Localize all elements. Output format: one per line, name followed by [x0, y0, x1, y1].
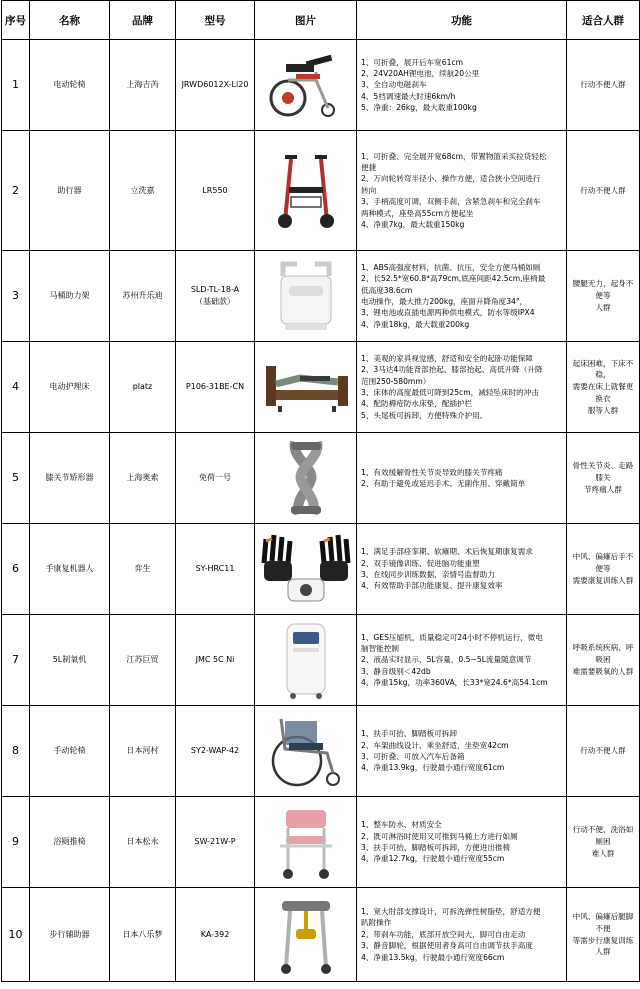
electric-wheelchair-icon: [255, 50, 356, 120]
cell-function: [357, 251, 567, 342]
cell-function: [357, 797, 567, 888]
cell-name: 电动护理床: [30, 342, 110, 433]
cell-function: [357, 706, 567, 797]
function-line: 3、全自动电磁刹车: [361, 80, 427, 90]
cell-image: [255, 131, 357, 251]
cell-seq: 3: [2, 251, 30, 342]
function-line: 5、头尾板可拆卸，方便特殊介护用。: [361, 410, 488, 420]
table-row: [2, 251, 640, 342]
function-line: 1、可折叠、完全展开宽68cm，带置物篮采买拉货轻松: [361, 151, 547, 161]
table-row: [2, 131, 640, 251]
cell-target-group: [567, 40, 640, 131]
target-line: 等需步行康复训练人群: [572, 935, 634, 957]
model-line: KA-392: [200, 929, 230, 939]
function-line: 3、静音脚轮，根据使用者身高可自由调节扶手高度: [361, 941, 533, 951]
cell-name: 5L制氧机: [30, 615, 110, 706]
cell-brand: 苏州升乐迪: [110, 251, 176, 342]
cell-brand: 日本松永: [110, 797, 176, 888]
table-row: [2, 342, 640, 433]
table-row: [2, 888, 640, 982]
header-image: 图片: [255, 1, 357, 40]
function-line: 5、净重：26kg，最大载重100kg: [361, 103, 477, 113]
function-line: 电动操作，最大推力200kg，座面升降角度34°，: [361, 297, 528, 306]
cell-function: [357, 40, 567, 131]
function-line: 3、扶手可抬、脚踏板可拆卸，方便进出推椅: [361, 843, 511, 852]
cell-image: [255, 433, 357, 524]
toilet-lift-seat-icon: [255, 256, 356, 336]
target-line: 需要在床上就餐更换衣: [572, 382, 634, 403]
target-line: 骨性关节炎、走路膝关: [572, 461, 634, 483]
cell-seq: 10: [2, 888, 30, 982]
rollator-walker-icon: [255, 151, 356, 231]
model-line: SW-21W-P: [194, 837, 236, 847]
function-line: 2、车架曲线设计、乘坐舒适，坐垫宽42cm: [361, 740, 509, 750]
cell-target-group: [567, 706, 640, 797]
header-model: 型号: [176, 1, 255, 40]
cell-brand: 上海奥索: [110, 433, 176, 524]
cell-function: [357, 433, 567, 524]
target-line: 需要康复训练人群: [572, 575, 634, 585]
cell-seq: 8: [2, 706, 30, 797]
function-line: 转向: [361, 185, 377, 195]
function-line: 4、净重12.7kg，行驶最小通行宽度55cm: [361, 854, 505, 864]
function-line: 2、既可淋浴时使用又可推到马桶上方进行如厕: [361, 831, 518, 841]
cell-brand: 弈生: [110, 524, 176, 615]
function-line: 4、净重18kg，最大载重200kg: [361, 319, 470, 329]
function-line: 两种模式，座垫高55cm方便起坐: [361, 208, 474, 218]
model-line: JRWD6012X-Li20: [181, 80, 249, 90]
shower-commode-chair-icon: [255, 802, 356, 882]
cell-target-group: [567, 342, 640, 433]
cell-model: [176, 342, 255, 433]
cell-model: [176, 797, 255, 888]
walking-aid-icon: [255, 893, 356, 977]
cell-brand: platz: [110, 342, 176, 433]
header-brand: 品牌: [110, 1, 176, 40]
manual-wheelchair-icon: [255, 713, 356, 789]
function-line: 2、3马达4功能背部抬起、膝部抬起、高低升降（升降: [361, 365, 543, 375]
function-line: 1、整车防水、材质安全: [361, 820, 442, 830]
header-target-group: 适合人群: [567, 1, 640, 40]
cell-target-group: [567, 433, 640, 524]
cell-function: [357, 524, 567, 615]
function-line: 2、长52.5*宽60.8*高79cm,底座间距42.5cm,座椅最: [361, 274, 546, 284]
target-line: 腰腿无力，起身不便等: [572, 279, 634, 301]
target-line: 中风、偏瘫后腿脚不便: [572, 911, 634, 933]
model-line: （基础款）: [195, 297, 235, 306]
function-line: 便捷: [361, 163, 377, 173]
function-line: 3、可折叠、可放入汽车后备箱: [361, 752, 465, 761]
cell-target-group: [567, 797, 640, 888]
cell-image: [255, 615, 357, 706]
cell-target-group: [567, 251, 640, 342]
target-line: 行动不便人群: [580, 746, 626, 756]
cell-seq: 7: [2, 615, 30, 706]
target-line: 人群: [595, 302, 611, 312]
function-line: 4、有效帮助手部功能康复、提升康复效率: [361, 581, 503, 591]
function-line: 1、满足手部痉挛期、软瘫期、术后恢复期康复需求: [361, 547, 533, 557]
cell-seq: 4: [2, 342, 30, 433]
cell-name: 马桶助力架: [30, 251, 110, 342]
oxygen-concentrator-icon: [255, 620, 356, 700]
cell-brand: 日本河村: [110, 706, 176, 797]
cell-target-group: [567, 615, 640, 706]
header-seq: 序号: [2, 1, 30, 40]
table-row: [2, 706, 640, 797]
function-line: 2、液晶实时显示，5L容量，0.5~5L流量随意调节: [361, 655, 532, 665]
cell-target-group: [567, 131, 640, 251]
cell-model: [176, 524, 255, 615]
cell-name: 手动轮椅: [30, 706, 110, 797]
function-line: 3、静音级别＜42db: [361, 666, 431, 676]
cell-target-group: [567, 524, 640, 615]
function-line: 1、扶手可抬、脚踏板可拆卸: [361, 729, 457, 739]
table-row: [2, 797, 640, 888]
cell-image: [255, 524, 357, 615]
cell-image: [255, 342, 357, 433]
function-line: 低高度38.6cm: [361, 285, 413, 295]
cell-model: [176, 615, 255, 706]
cell-name: 浴厕推椅: [30, 797, 110, 888]
cell-name: 助行器: [30, 131, 110, 251]
function-line: 脑智能控制: [361, 643, 399, 653]
model-line: LR550: [202, 185, 228, 195]
cell-image: [255, 251, 357, 342]
target-line: 起床困难，下床不稳，: [572, 358, 634, 380]
table-row: [2, 615, 640, 706]
cell-brand: 上海吉芮: [110, 40, 176, 131]
cell-model: [176, 706, 255, 797]
function-line: 1、宽大肘部支撑设计，可拆洗弹性树脂垫，舒适方便: [361, 907, 541, 917]
header-name: 名称: [30, 1, 110, 40]
cell-seq: 1: [2, 40, 30, 131]
function-line: 3、在线同步训练数据，亲情号监督助力: [361, 570, 495, 579]
function-line: 4、净重7kg，最大载重150kg: [361, 219, 465, 229]
cell-function: [357, 342, 567, 433]
table-row: [2, 524, 640, 615]
target-line: 难需要吸氧的人群: [572, 666, 634, 676]
model-line: 免荷一号: [199, 473, 231, 483]
cell-image: [255, 40, 357, 131]
cell-target-group: [567, 888, 640, 982]
target-line: 行动不便、洗浴如厕困: [572, 825, 634, 847]
function-line: 2、有助于避免或延迟手术、无副作用、穿戴简单: [361, 479, 526, 488]
function-line: 4、5档调速最大时速6km/h: [361, 91, 456, 101]
model-line: JMC 5C Ni: [195, 655, 235, 665]
cell-name: 步行辅助器: [30, 888, 110, 982]
hand-rehab-robot-icon: [255, 529, 356, 609]
knee-brace-icon: [255, 438, 356, 518]
target-line: 服等人群: [587, 405, 619, 415]
function-line: 2、万向轮转弯半径小、操作方便，适合狭小空间进行: [361, 174, 541, 184]
cell-seq: 5: [2, 433, 30, 524]
table-header-row: [2, 1, 640, 40]
function-line: 范围250-580mm）: [361, 376, 431, 386]
cell-name: 手康复机器人: [30, 524, 110, 615]
table-row: [2, 40, 640, 131]
header-function: 功能: [357, 1, 567, 40]
cell-brand: 日本八乐梦: [110, 888, 176, 982]
cell-model: [176, 888, 255, 982]
cell-function: [357, 888, 567, 982]
cell-model: [176, 131, 255, 251]
cell-image: [255, 706, 357, 797]
nursing-bed-icon: [255, 356, 356, 418]
function-line: 2、双手镜像训练、促进脑功能重塑: [361, 558, 480, 568]
function-line: 趴附操作: [361, 918, 392, 928]
cell-model: [176, 251, 255, 342]
function-line: 1、GES压缩机，质量稳定可24小时不停机运行，微电: [361, 632, 543, 642]
function-line: 2、24V20AH锂电池，续航20公里: [361, 68, 480, 78]
model-line: SY-HRC11: [195, 564, 235, 574]
product-table: [1, 0, 640, 982]
cell-brand: 江苏巨贸: [110, 615, 176, 706]
target-line: 节疼痛人群: [584, 484, 622, 494]
cell-model: [176, 40, 255, 131]
function-line: 1、ABS高强度材料，抗菌、抗压，安全方便马桶如厕: [361, 262, 541, 272]
model-line: SLD-TL-18-A: [190, 285, 240, 295]
function-line: 2、带刹车功能，底部开放空间大，脚可自由走动: [361, 929, 526, 939]
cell-brand: 立洗嘉: [110, 131, 176, 251]
model-line: P106-31BE-CN: [185, 382, 245, 392]
target-line: 中风、偏瘫后手不便等: [572, 552, 634, 574]
function-line: 3、床体的高度最低可降到25cm，减轻坠床时的冲击: [361, 388, 539, 397]
cell-model: [176, 433, 255, 524]
cell-function: [357, 615, 567, 706]
cell-image: [255, 797, 357, 888]
function-line: 4、净重13.9kg，行驶最小通行宽度61cm: [361, 763, 505, 773]
cell-name: 膝关节矫形器: [30, 433, 110, 524]
cell-image: [255, 888, 357, 982]
target-line: 难人群: [591, 848, 615, 858]
cell-seq: 2: [2, 131, 30, 251]
function-line: 1、有效缓解骨性关节炎导致的膝关节疼痛: [361, 467, 503, 477]
target-line: 行动不便人群: [580, 80, 626, 90]
target-line: 行动不便人群: [580, 185, 626, 195]
function-line: 1、可折叠，展开后车宽61cm: [361, 57, 464, 67]
cell-name: 电动轮椅: [30, 40, 110, 131]
cell-function: [357, 131, 567, 251]
cell-seq: 6: [2, 524, 30, 615]
function-line: 4、净重15kg，功率360VA，长33*宽24.6*高54.1cm: [361, 678, 548, 688]
function-line: 1、美观的家具视觉感，舒适和安全的起卧功能保障: [361, 353, 533, 363]
function-line: 3、手柄高度可调，双侧手刹，含紧急刹车和完全刹车: [361, 197, 541, 207]
function-line: 4、净重13.5kg，行驶最小通行宽度66cm: [361, 952, 505, 962]
target-line: 呼吸系统疾病、呼吸困: [572, 643, 634, 665]
cell-seq: 9: [2, 797, 30, 888]
table-row: [2, 433, 640, 524]
model-line: SY2-WAP-42: [190, 746, 240, 756]
function-line: 3、锂电池或直插电源两种供电模式，防水等级IPX4: [361, 308, 535, 318]
function-line: 4、配防褥疮防水床垫，配插护栏: [361, 399, 473, 409]
